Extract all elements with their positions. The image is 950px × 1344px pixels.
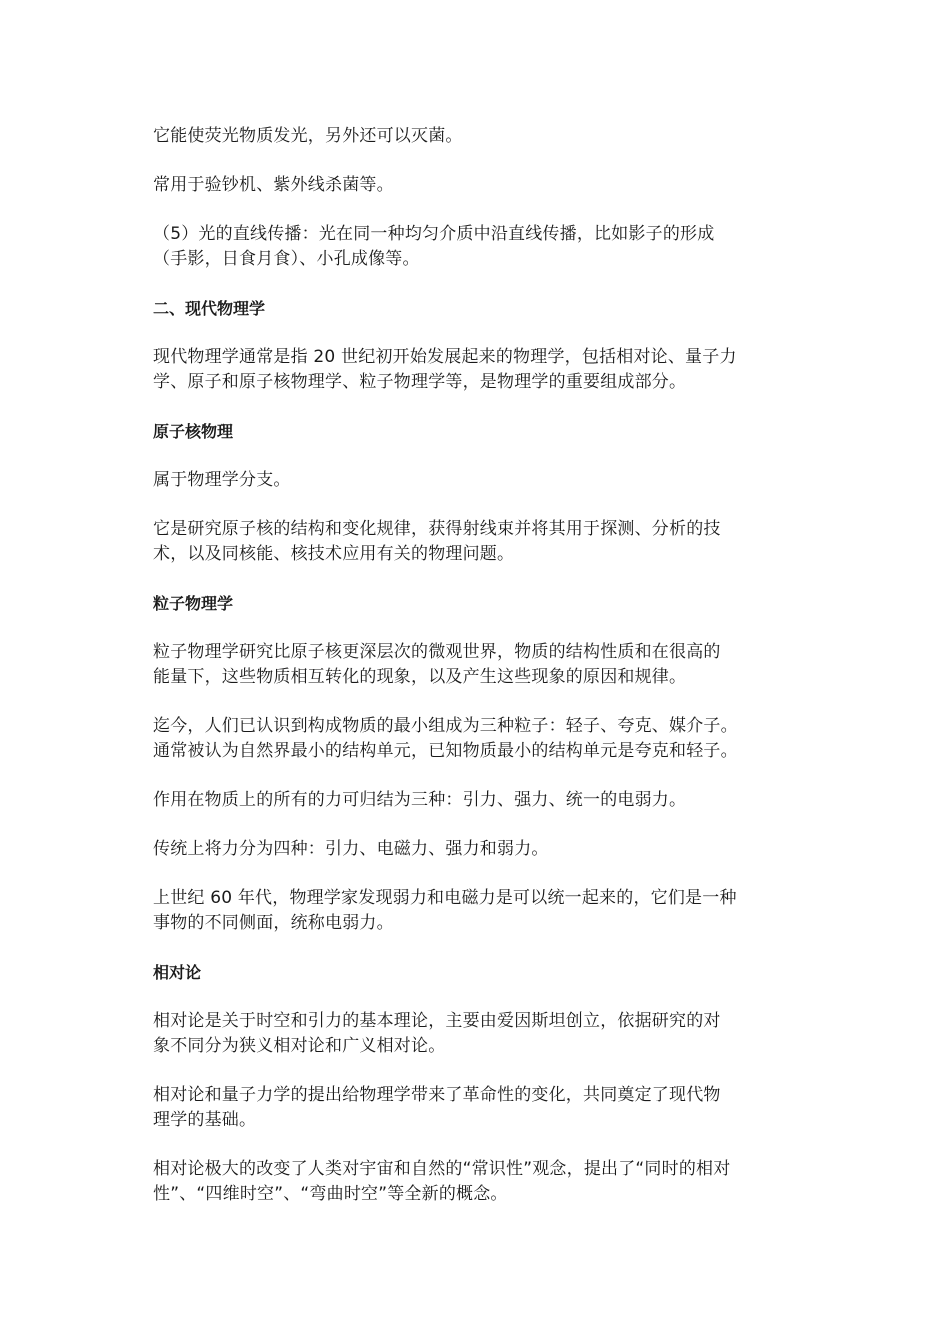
paragraph-line: 相对论极大的改变了人类对宇宙和自然的“常识性”观念，提出了“同时的相对: [153, 1159, 731, 1179]
paragraph-line: 通常被认为自然界最小的结构单元，已知物质最小的结构单元是夸克和轻子。: [153, 741, 738, 761]
paragraph-line: （5）光的直线传播：光在同一种均匀介质中沿直线传播，比如影子的形成: [153, 224, 715, 244]
paragraph: [153, 788, 813, 813]
paragraph-line: 事物的不同侧面，统称电弱力。: [153, 913, 394, 933]
paragraph: [153, 468, 813, 493]
subsection-heading: [153, 960, 813, 985]
paragraph: [153, 714, 813, 764]
paragraph-line: 相对论和量子力学的提出给物理学带来了革命性的变化，共同奠定了现代物: [153, 1085, 721, 1105]
paragraph: [153, 222, 813, 272]
paragraph-line: 属于物理学分支。: [153, 470, 291, 490]
paragraph-line: 迄今，人们已认识到构成物质的最小组成为三种粒子：轻子、夸克、媒介子。: [153, 716, 738, 736]
paragraph: [153, 124, 813, 149]
subsection-heading: [153, 419, 813, 444]
paragraph-line: （手影，日食月食）、小孔成像等。: [153, 249, 420, 269]
paragraph-line: 术，以及同核能、核技术应用有关的物理问题。: [153, 544, 515, 564]
paragraph-line: 常用于验钞机、紫外线杀菌等。: [153, 175, 394, 195]
paragraph-line: 象不同分为狭义相对论和广义相对论。: [153, 1036, 446, 1056]
subsection-heading: [153, 591, 813, 616]
document-page: [153, 124, 813, 1231]
heading-text: 二、现代物理学: [153, 299, 266, 318]
paragraph: [153, 886, 813, 936]
paragraph: [153, 1009, 813, 1059]
paragraph-line: 粒子物理学研究比原子核更深层次的微观世界，物质的结构性质和在很高的: [153, 642, 721, 662]
heading-text: 相对论: [153, 963, 202, 982]
paragraph-line: 能量下，这些物质相互转化的现象，以及产生这些现象的原因和规律。: [153, 667, 687, 687]
paragraph: [153, 345, 813, 395]
paragraph-line: 现代物理学通常是指 20 世纪初开始发展起来的物理学，包括相对论、量子力: [153, 347, 737, 367]
paragraph-line: 理学的基础。: [153, 1110, 257, 1130]
paragraph: [153, 640, 813, 690]
section-heading: [153, 296, 813, 321]
paragraph-line: 相对论是关于时空和引力的基本理论，主要由爱因斯坦创立，依据研究的对: [153, 1011, 721, 1031]
paragraph-line: 传统上将力分为四种：引力、电磁力、强力和弱力。: [153, 839, 549, 859]
paragraph: [153, 173, 813, 198]
paragraph-line: 作用在物质上的所有的力可归结为三种：引力、强力、统一的电弱力。: [153, 790, 687, 810]
paragraph-line: 性”、“四维时空”、“弯曲时空”等全新的概念。: [153, 1184, 508, 1204]
paragraph-line: 它是研究原子核的结构和变化规律，获得射线束并将其用于探测、分析的技: [153, 519, 721, 539]
paragraph: [153, 1157, 813, 1207]
paragraph-line: 学、原子和原子核物理学、粒子物理学等，是物理学的重要组成部分。: [153, 372, 687, 392]
heading-text: 粒子物理学: [153, 594, 234, 613]
paragraph: [153, 517, 813, 567]
heading-text: 原子核物理: [153, 422, 234, 441]
paragraph: [153, 1083, 813, 1133]
paragraph-line: 上世纪 60 年代，物理学家发现弱力和电磁力是可以统一起来的，它们是一种: [153, 888, 737, 908]
paragraph-line: 它能使荧光物质发光，另外还可以灭菌。: [153, 126, 463, 146]
paragraph: [153, 837, 813, 862]
